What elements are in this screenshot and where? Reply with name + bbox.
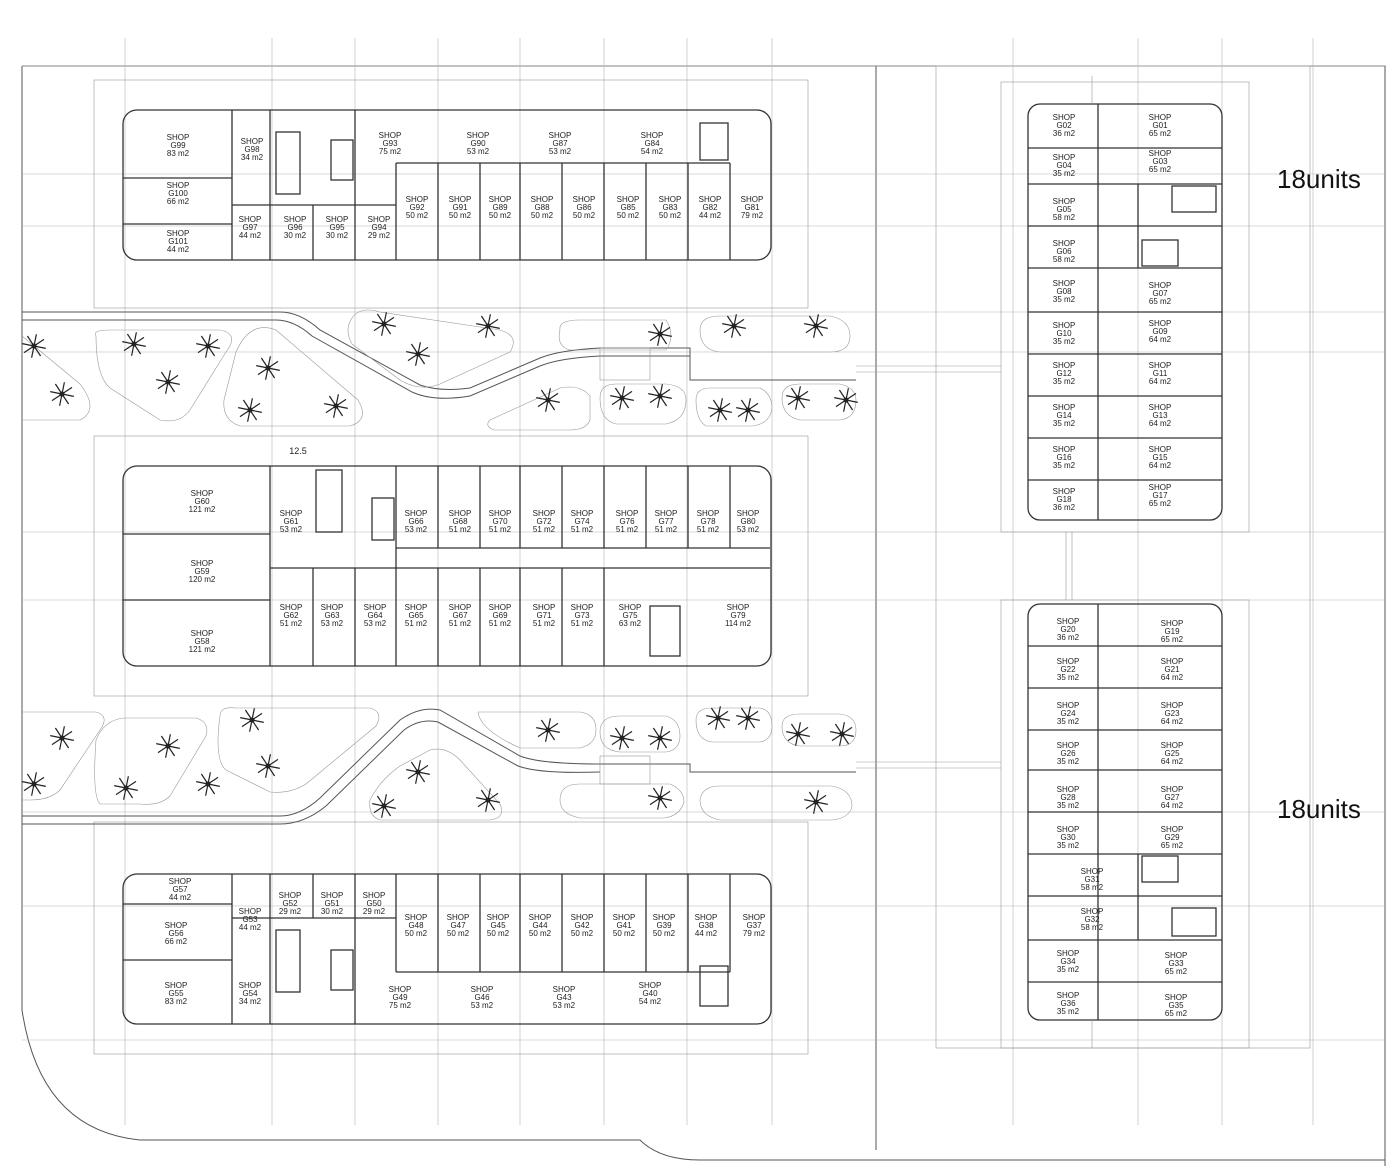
shop-unit-label: SHOP G11 64 m2 (1148, 361, 1172, 386)
shop-unit-label: SHOP G15 64 m2 (1148, 445, 1172, 470)
shop-unit-label: SHOP G16 35 m2 (1052, 445, 1076, 470)
shop-unit-label: SHOP G98 34 m2 (240, 137, 264, 162)
shop-unit-label: SHOP G78 51 m2 (696, 509, 720, 534)
shop-unit-label: SHOP G61 53 m2 (279, 509, 303, 534)
shop-unit-label: SHOP G59 120 m2 (188, 559, 216, 584)
shop-unit-label: SHOP G82 44 m2 (698, 195, 722, 220)
shop-unit-label: SHOP G19 65 m2 (1160, 619, 1184, 644)
palm-tree-icon (238, 398, 262, 422)
shop-unit-label: SHOP G43 53 m2 (552, 985, 576, 1010)
shop-unit-label: SHOP G68 51 m2 (448, 509, 472, 534)
shop-unit-label: SHOP G71 51 m2 (532, 603, 556, 628)
shop-unit-label: SHOP G17 65 m2 (1148, 483, 1172, 508)
shop-unit-label: SHOP G22 35 m2 (1056, 657, 1080, 682)
shop-unit-label: SHOP G08 35 m2 (1052, 279, 1076, 304)
palm-tree-icon (372, 312, 396, 336)
shop-unit-label: SHOP G46 53 m2 (470, 985, 494, 1010)
palm-tree-icon (324, 394, 348, 418)
palm-tree-icon (114, 776, 138, 800)
palm-tree-icon (786, 386, 810, 410)
palm-tree-icon (406, 760, 430, 784)
palm-tree-icon (536, 388, 560, 412)
palm-tree-icon (536, 718, 560, 742)
shop-unit-label: SHOP G24 35 m2 (1056, 701, 1080, 726)
shop-unit-label: SHOP G73 51 m2 (570, 603, 594, 628)
shop-unit-label: SHOP G55 83 m2 (164, 981, 188, 1006)
shop-unit-label: SHOP G81 79 m2 (740, 195, 764, 220)
shop-unit-label: SHOP G72 51 m2 (532, 509, 556, 534)
shop-unit-label: SHOP G44 50 m2 (528, 913, 552, 938)
palm-tree-icon (196, 334, 220, 358)
shop-unit-label: SHOP G21 64 m2 (1160, 657, 1184, 682)
shop-unit-label: SHOP G09 64 m2 (1148, 319, 1172, 344)
shop-unit-label: SHOP G70 51 m2 (488, 509, 512, 534)
palm-tree-icon (610, 726, 634, 750)
shop-unit-label: SHOP G25 64 m2 (1160, 741, 1184, 766)
palm-tree-icon (240, 708, 264, 732)
shop-unit-label: SHOP G39 50 m2 (652, 913, 676, 938)
shop-unit-label: SHOP G05 58 m2 (1052, 197, 1076, 222)
shop-unit-label: SHOP G50 29 m2 (362, 891, 386, 916)
palm-tree-icon (708, 398, 732, 422)
block-c (94, 822, 808, 1054)
shop-unit-label: SHOP G74 51 m2 (570, 509, 594, 534)
shop-unit-label: SHOP G69 51 m2 (488, 603, 512, 628)
shop-unit-label: SHOP G42 50 m2 (570, 913, 594, 938)
shop-unit-label: SHOP G52 29 m2 (278, 891, 302, 916)
palm-tree-icon (736, 706, 760, 730)
shop-unit-label: SHOP G64 53 m2 (363, 603, 387, 628)
shop-unit-label: SHOP G58 121 m2 (188, 629, 216, 654)
palm-tree-icon (834, 388, 858, 412)
palm-tree-icon (406, 342, 430, 366)
north-block-unit-count: 18units (1277, 164, 1361, 194)
palm-tree-icon (786, 722, 810, 746)
palm-tree-icon (256, 356, 280, 380)
palm-tree-icon (22, 772, 46, 796)
shop-unit-label: SHOP G51 30 m2 (320, 891, 344, 916)
shop-unit-label: SHOP G80 53 m2 (736, 509, 760, 534)
shop-unit-label: SHOP G87 53 m2 (548, 131, 572, 156)
palm-tree-icon (804, 790, 828, 814)
shop-unit-label: SHOP G65 51 m2 (404, 603, 428, 628)
shop-labels (165, 113, 1188, 1018)
palm-tree-icon (706, 706, 730, 730)
shop-unit-label: SHOP G101 44 m2 (166, 229, 190, 254)
shop-unit-label: SHOP G10 35 m2 (1052, 321, 1076, 346)
shop-unit-label: SHOP G02 36 m2 (1052, 113, 1076, 138)
shop-unit-label: SHOP G32 58 m2 (1080, 907, 1104, 932)
palm-tree-icon (156, 734, 180, 758)
shop-unit-label: SHOP G47 50 m2 (446, 913, 470, 938)
shop-unit-label: SHOP G27 64 m2 (1160, 785, 1184, 810)
palm-tree-icon (256, 754, 280, 778)
palm-tree-icon (648, 786, 672, 810)
shop-unit-label: SHOP G23 64 m2 (1160, 701, 1184, 726)
shop-unit-label: SHOP G20 36 m2 (1056, 617, 1080, 642)
shop-unit-label: SHOP G45 50 m2 (486, 913, 510, 938)
shop-unit-label: SHOP G40 54 m2 (638, 981, 662, 1006)
shop-unit-label: SHOP G26 35 m2 (1056, 741, 1080, 766)
block-a (94, 80, 808, 308)
palm-tree-icon (736, 398, 760, 422)
shop-unit-label: SHOP G31 58 m2 (1080, 867, 1104, 892)
shop-unit-label: SHOP G94 29 m2 (367, 215, 391, 240)
shop-unit-label: SHOP G03 65 m2 (1148, 149, 1172, 174)
shop-unit-label: SHOP G56 66 m2 (164, 921, 188, 946)
shop-unit-label: SHOP G41 50 m2 (612, 913, 636, 938)
shop-unit-label: SHOP G13 64 m2 (1148, 403, 1172, 428)
shop-unit-label: SHOP G95 30 m2 (325, 215, 349, 240)
shop-unit-label: SHOP G97 44 m2 (238, 215, 262, 240)
shop-unit-label: SHOP G92 50 m2 (405, 195, 429, 220)
shop-unit-label: SHOP G54 34 m2 (238, 981, 262, 1006)
shop-unit-label: SHOP G76 51 m2 (615, 509, 639, 534)
palm-tree-icon (22, 334, 46, 358)
shop-unit-label: SHOP G91 50 m2 (448, 195, 472, 220)
palm-tree-icon (50, 726, 74, 750)
shop-unit-label: SHOP G07 65 m2 (1148, 281, 1172, 306)
south-block-unit-count: 18units (1277, 794, 1361, 824)
shop-unit-label: SHOP G90 53 m2 (466, 131, 490, 156)
shop-unit-label: SHOP G34 35 m2 (1056, 949, 1080, 974)
shop-unit-label: SHOP G06 58 m2 (1052, 239, 1076, 264)
plaza-south (22, 708, 856, 824)
palm-tree-icon (610, 386, 634, 410)
shop-unit-label: SHOP G01 65 m2 (1148, 113, 1172, 138)
shop-unit-label: SHOP G60 121 m2 (188, 489, 216, 514)
shop-unit-label: SHOP G96 30 m2 (283, 215, 307, 240)
shop-unit-label: SHOP G12 35 m2 (1052, 361, 1076, 386)
shop-unit-label: SHOP G93 75 m2 (378, 131, 402, 156)
shop-unit-label: SHOP G89 50 m2 (488, 195, 512, 220)
palm-tree-icon (648, 726, 672, 750)
palm-tree-icon (722, 314, 746, 338)
shop-unit-label: SHOP G83 50 m2 (658, 195, 682, 220)
shop-unit-label: SHOP G99 83 m2 (166, 133, 190, 158)
palm-tree-icon (156, 370, 180, 394)
shop-unit-label: SHOP G66 53 m2 (404, 509, 428, 534)
palm-tree-icon (804, 314, 828, 338)
shop-unit-label: SHOP G37 79 m2 (742, 913, 766, 938)
shop-unit-label: SHOP G49 75 m2 (388, 985, 412, 1010)
shop-unit-label: SHOP G38 44 m2 (694, 913, 718, 938)
shop-unit-label: SHOP G62 51 m2 (279, 603, 303, 628)
shop-unit-label: SHOP G48 50 m2 (404, 913, 428, 938)
shop-unit-label: SHOP G53 44 m2 (238, 907, 262, 932)
palm-tree-icon (476, 314, 500, 338)
dimension-label: 12.5 (289, 446, 307, 456)
shop-unit-label: SHOP G18 36 m2 (1052, 487, 1076, 512)
shop-unit-label: SHOP G57 44 m2 (168, 877, 192, 902)
shop-unit-label: SHOP G63 53 m2 (320, 603, 344, 628)
shop-unit-label: SHOP G88 50 m2 (530, 195, 554, 220)
shop-unit-label: SHOP G100 66 m2 (166, 181, 190, 206)
shop-unit-label: SHOP G04 35 m2 (1052, 153, 1076, 178)
shop-unit-label: SHOP G86 50 m2 (572, 195, 596, 220)
shop-unit-label: SHOP G79 114 m2 (724, 603, 752, 628)
palm-tree-icon (648, 384, 672, 408)
shop-unit-label: SHOP G84 54 m2 (640, 131, 664, 156)
block-d (1001, 82, 1249, 532)
shop-unit-label: SHOP G28 35 m2 (1056, 785, 1080, 810)
palm-tree-icon (648, 322, 672, 346)
shop-unit-label: SHOP G14 35 m2 (1052, 403, 1076, 428)
shop-unit-label: SHOP G85 50 m2 (616, 195, 640, 220)
shop-unit-label: SHOP G30 35 m2 (1056, 825, 1080, 850)
shop-unit-label: SHOP G29 65 m2 (1160, 825, 1184, 850)
shop-unit-label: SHOP G33 65 m2 (1164, 951, 1188, 976)
palm-tree-icon (196, 772, 220, 796)
palm-tree-icon (830, 722, 854, 746)
block-e (1001, 600, 1249, 1048)
shop-unit-label: SHOP G35 65 m2 (1164, 993, 1188, 1018)
palm-tree-icon (372, 794, 396, 818)
shop-unit-label: SHOP G77 51 m2 (654, 509, 678, 534)
shop-unit-label: SHOP G36 35 m2 (1056, 991, 1080, 1016)
shop-unit-label: SHOP G75 63 m2 (618, 603, 642, 628)
shop-unit-label: SHOP G67 51 m2 (448, 603, 472, 628)
palm-tree-icon (50, 382, 74, 406)
